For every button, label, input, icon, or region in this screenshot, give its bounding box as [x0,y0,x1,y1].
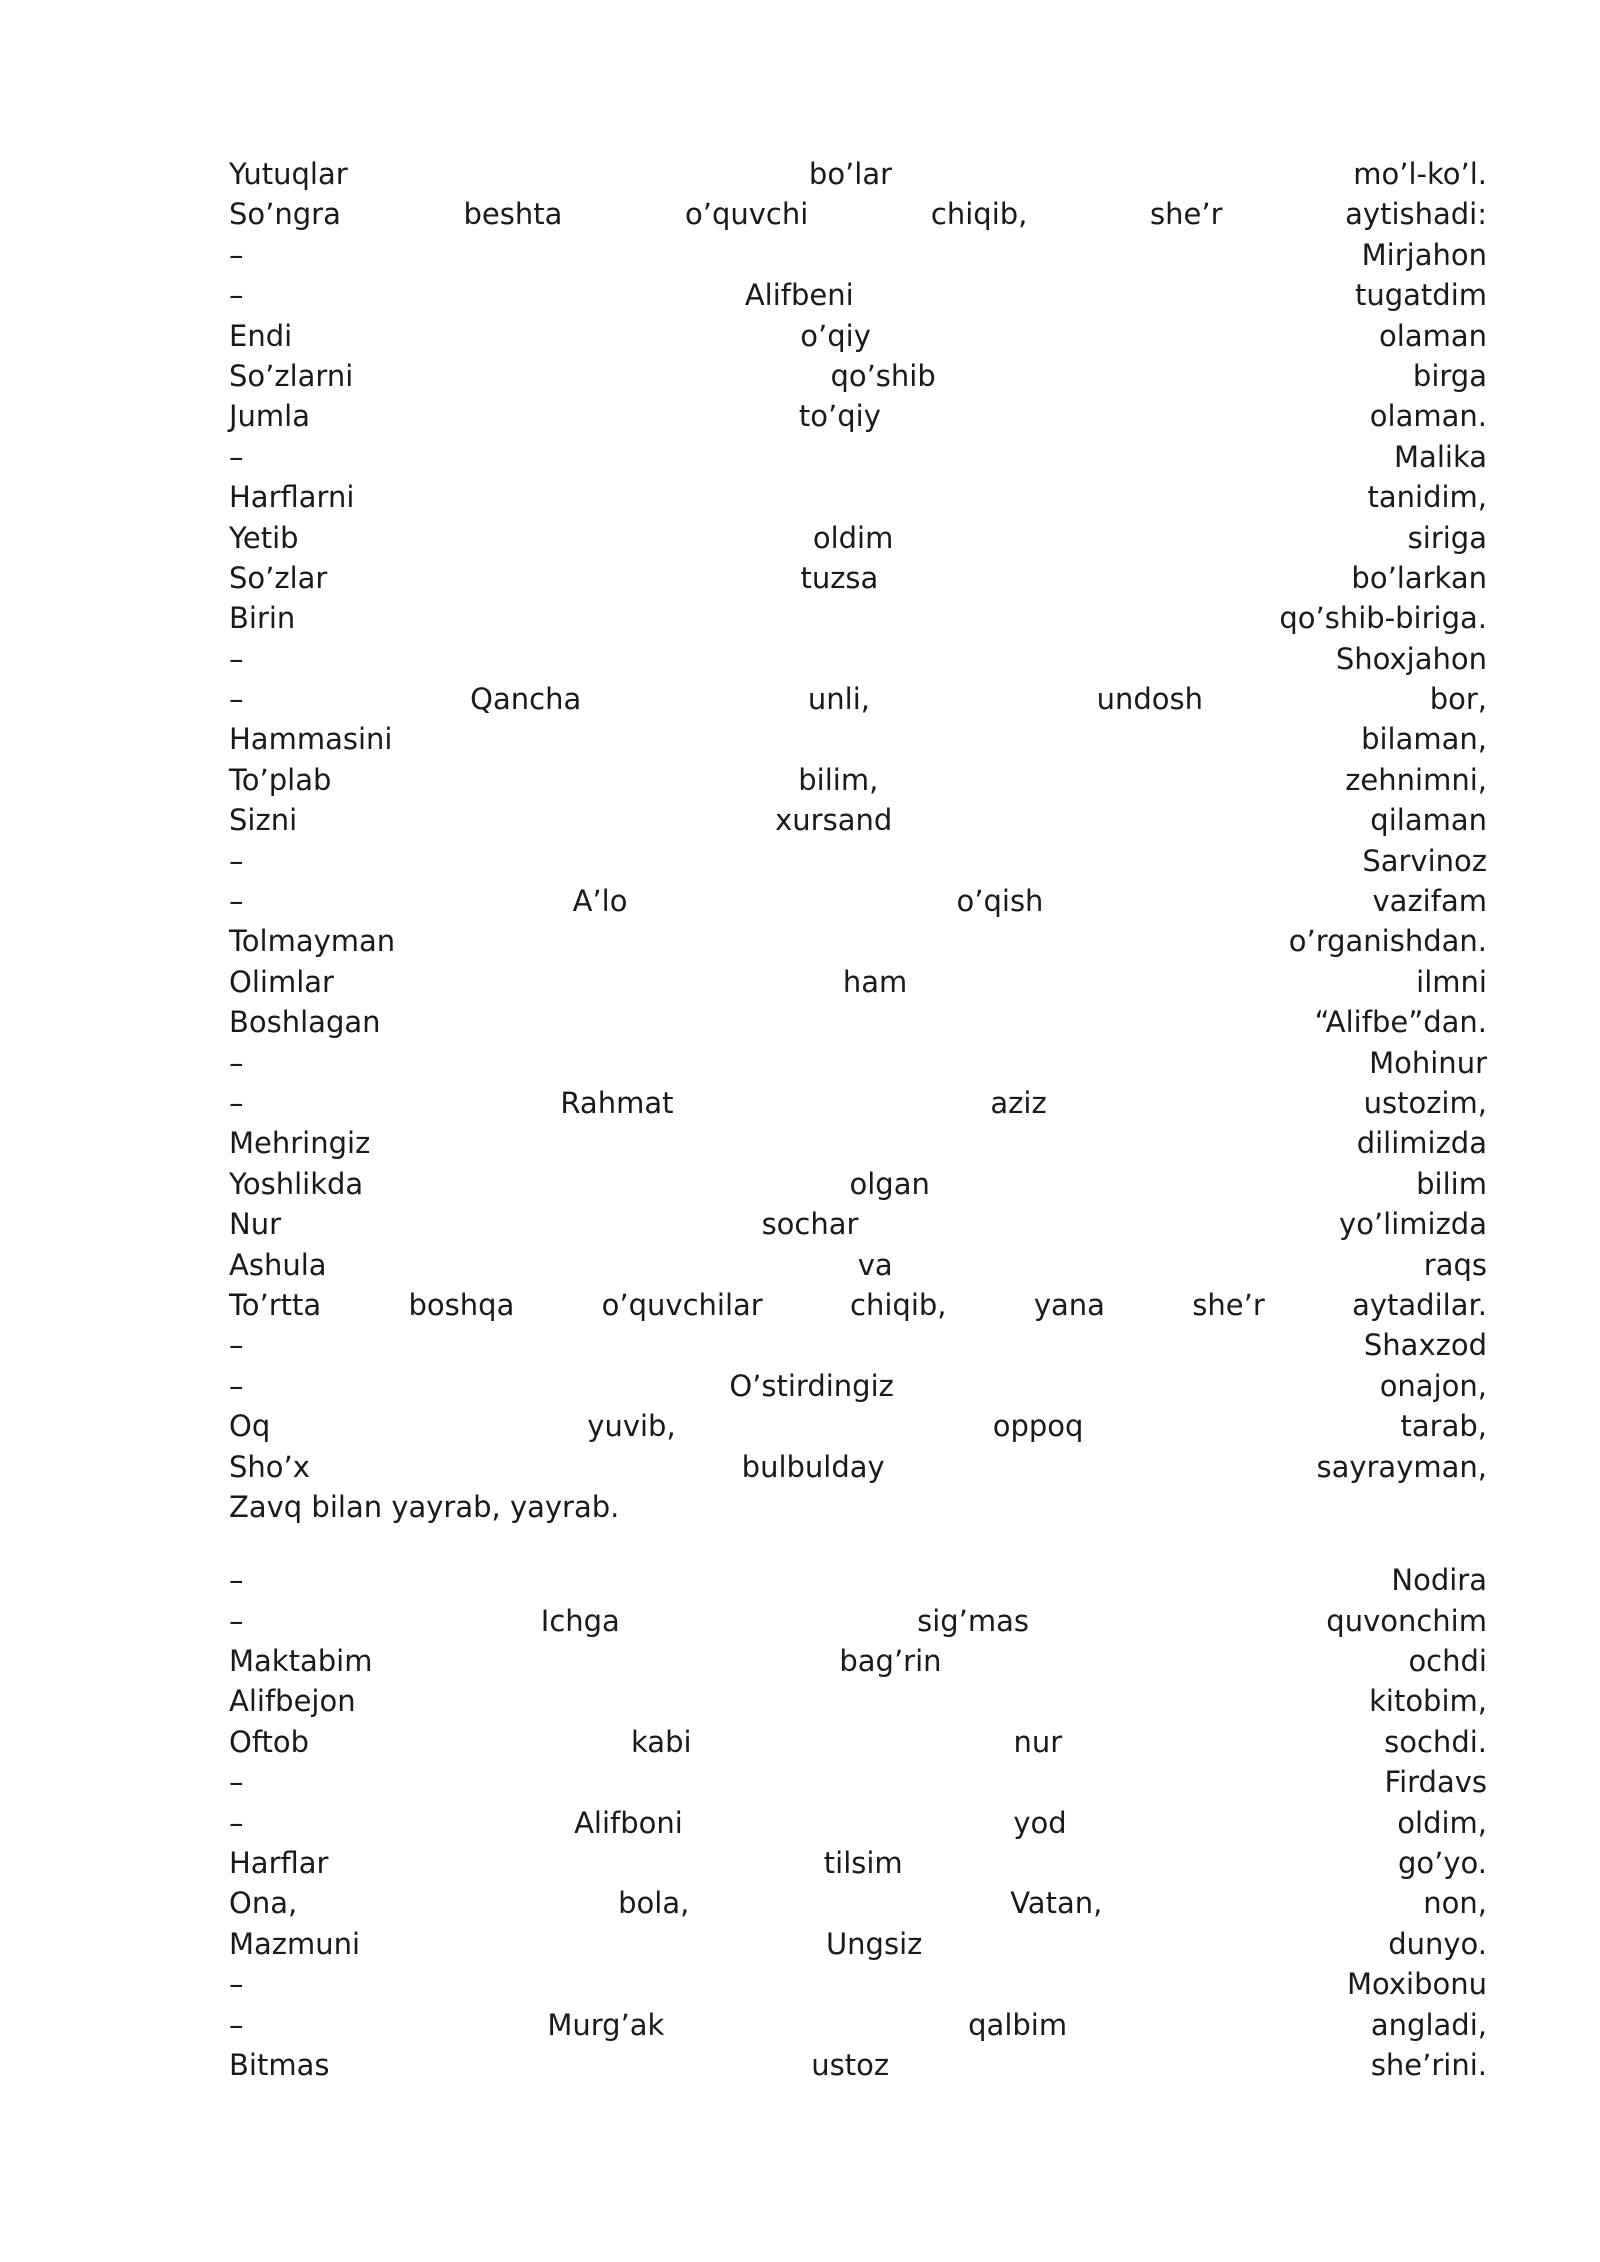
word: So’zlar [229,560,328,595]
word: birga [1412,358,1487,393]
word: ham [842,964,908,999]
text-line [229,1285,1487,1325]
word: mo’l-ko’l. [1353,157,1487,191]
text-line [229,1601,1487,1641]
word: Ona, [229,1886,298,1921]
word: – [229,1368,244,1403]
poem-text [229,154,1487,2085]
text-line [229,679,1487,719]
word: o’qiy [800,318,871,353]
word: – [229,641,244,676]
word: bor, [1429,682,1487,717]
word: Ichga [540,1603,620,1638]
word: Vatan, [1010,1886,1103,1921]
text-line [229,1002,1487,1042]
word: Ashula [229,1247,327,1282]
text-line [229,760,1487,800]
word: Ungsiz [825,1926,923,1961]
word: “Alifbe”dan. [1314,1005,1487,1040]
word: tarab, [1400,1409,1487,1444]
word: Nur [229,1207,281,1242]
word: Qancha [470,682,582,717]
word: Hammasini [229,722,393,757]
word: xursand [775,803,893,838]
word: o’quvchilar [601,1287,763,1322]
text-line [229,1487,1487,1527]
text-line [229,235,1487,275]
word: non, [1423,1886,1487,1921]
word: beshta [463,197,563,232]
word: tanidim, [1367,480,1487,515]
word: oldim [812,520,894,555]
word: ilmni [1416,964,1487,999]
word: O’stirdingiz [729,1368,894,1403]
word: Oq [229,1409,271,1444]
word: To’rtta [229,1287,322,1322]
paragraph-gap [229,1527,1487,1560]
word: – [229,1563,244,1598]
text-line [229,1325,1487,1365]
word: Shoxjahon [1335,641,1487,676]
word: yo’limizda [1339,1207,1487,1242]
word: go’yo. [1398,1846,1487,1881]
word: Yoshlikda [229,1166,364,1201]
word: Mohinur [1369,1045,1487,1080]
text-line [229,1964,1487,2004]
text-line [229,1843,1487,1883]
word: Murg’ak [547,2007,665,2042]
word: sochar [761,1207,859,1242]
word: – [229,884,244,919]
word: bilim, [798,762,879,797]
section-2 [229,1560,1487,2085]
word: Tolmayman [229,924,396,959]
word: Boshlagan [229,1005,381,1040]
text-line [229,477,1487,517]
text-line [229,1447,1487,1487]
section-1 [229,154,1487,1487]
text-line [229,598,1487,638]
word: Jumla [229,399,311,434]
word: o’qish [956,884,1044,919]
word: ustozim, [1363,1085,1487,1120]
word: sochdi. [1384,1724,1487,1759]
text-line [229,921,1487,961]
word: – [229,843,244,878]
word: Yetib [229,520,299,555]
word: aziz [990,1085,1047,1120]
word: So’ngra [229,197,341,232]
text-line [229,1762,1487,1802]
word: tilsim [823,1846,903,1881]
text-line [229,1406,1487,1446]
word: Alifboni [574,1805,683,1840]
text-line [229,194,1487,234]
word: Oftob [229,1724,310,1759]
closing-line: Zavq bilan yayrab, yayrab. [229,1489,620,1524]
text-line [229,1043,1487,1083]
word: bilim [1416,1166,1487,1201]
word: Sho’x [229,1449,310,1484]
word: zehnimni, [1345,762,1487,797]
word: chiqib, [930,197,1028,232]
word: Mirjahon [1361,237,1487,272]
word: Malika [1394,439,1487,474]
word: Moxibonu [1346,1967,1487,2002]
text-line [229,275,1487,315]
text-line [229,356,1487,396]
word: oldim, [1397,1805,1487,1840]
word: sayrayman, [1316,1449,1487,1484]
text-line [229,1123,1487,1163]
word: – [229,278,244,313]
word: she’r [1150,197,1223,232]
text-line [229,1681,1487,1721]
word: – [229,237,244,272]
text-line [229,316,1487,356]
word: bo’larkan [1351,560,1487,595]
word: bo’lar [808,157,893,191]
word: Yutuqlar [229,157,348,191]
word: – [229,1328,244,1363]
text-line [229,1366,1487,1406]
word: boshqa [408,1287,515,1322]
word: Mazmuni [229,1926,361,1961]
word: Olimlar [229,964,334,999]
text-line [229,154,1487,194]
word: kitobim, [1369,1684,1487,1719]
word: Bitmas [229,2047,330,2082]
word: raqs [1423,1247,1487,1282]
text-line [229,558,1487,598]
text-line [229,1883,1487,1923]
word: Alifbejon [229,1684,356,1719]
word: – [229,1603,244,1638]
text-line [229,1641,1487,1681]
word: Sarvinoz [1362,843,1487,878]
word: aytadilar. [1352,1287,1487,1322]
word: Maktabim [229,1644,373,1679]
word: olaman [1379,318,1487,353]
word: dunyo. [1388,1926,1487,1961]
word: bola, [618,1886,690,1921]
text-line [229,2045,1487,2085]
word: oppoq [992,1409,1084,1444]
word: yana [1033,1287,1105,1322]
word: yuvib, [587,1409,676,1444]
word: – [229,1967,244,2002]
word: bilaman, [1361,722,1487,757]
word: – [229,1805,244,1840]
word: Mehringiz [229,1126,371,1161]
word: aytishadi: [1345,197,1487,232]
word: quvonchim [1326,1603,1487,1638]
word: ochdi [1408,1644,1487,1679]
word: Alifbeni [744,278,854,313]
text-line [229,1083,1487,1123]
word: Endi [229,318,293,353]
text-line [229,719,1487,759]
text-line [229,518,1487,558]
word: A’lo [572,884,628,919]
text-line [229,1245,1487,1285]
word: bag’rin [839,1644,942,1679]
word: siriga [1407,520,1487,555]
word: Harflarni [229,480,355,515]
text-line [229,962,1487,1002]
text-line [229,2005,1487,2045]
word: To’plab [229,762,332,797]
word: – [229,1045,244,1080]
word: Nodira [1391,1563,1487,1598]
text-line [229,1924,1487,1964]
word: ustoz [811,2047,890,2082]
text-line [229,841,1487,881]
word: kabi [631,1724,692,1759]
text-line [229,396,1487,436]
text-line [229,1164,1487,1204]
word: sig’mas [917,1603,1030,1638]
word: nur [1013,1724,1063,1759]
word: tuzsa [800,560,879,595]
word: qilaman [1370,803,1487,838]
word: onajon, [1379,1368,1487,1403]
word: qo’shib-biriga. [1279,601,1487,636]
word: she’rini. [1370,2047,1487,2082]
word: undosh [1096,682,1204,717]
text-line [229,800,1487,840]
word: Sizni [229,803,298,838]
word: So’zlarni [229,358,354,393]
word: olgan [849,1166,930,1201]
word: angladi, [1370,2007,1487,2042]
word: Harflar [229,1846,329,1881]
word: Rahmat [560,1085,674,1120]
word: – [229,2007,244,2042]
text-line [229,1204,1487,1244]
word: o’rganishdan. [1288,924,1487,959]
word: unli, [807,682,870,717]
word: o’quvchi [685,197,809,232]
text-line [229,1803,1487,1843]
word: va [857,1247,893,1282]
word: Firdavs [1384,1765,1487,1800]
word: – [229,1765,244,1800]
word: she’r [1192,1287,1265,1322]
word: – [229,439,244,474]
word: tugatdim [1354,278,1487,313]
text-line [229,1560,1487,1600]
text-line [229,1722,1487,1762]
word: yod [1013,1805,1067,1840]
text-line [229,437,1487,477]
text-line [229,639,1487,679]
word: bulbulday [741,1449,885,1484]
word: qalbim [968,2007,1068,2042]
word: – [229,1085,244,1120]
word: to’qiy [798,399,881,434]
word: qo’shib [830,358,936,393]
word: – [229,682,244,717]
word: chiqib, [850,1287,947,1322]
word: Birin [229,601,296,636]
word: vazifam [1372,884,1487,919]
text-line [229,881,1487,921]
word: dilimizda [1356,1126,1487,1161]
word: olaman. [1369,399,1487,434]
word: Shaxzod [1363,1328,1487,1363]
